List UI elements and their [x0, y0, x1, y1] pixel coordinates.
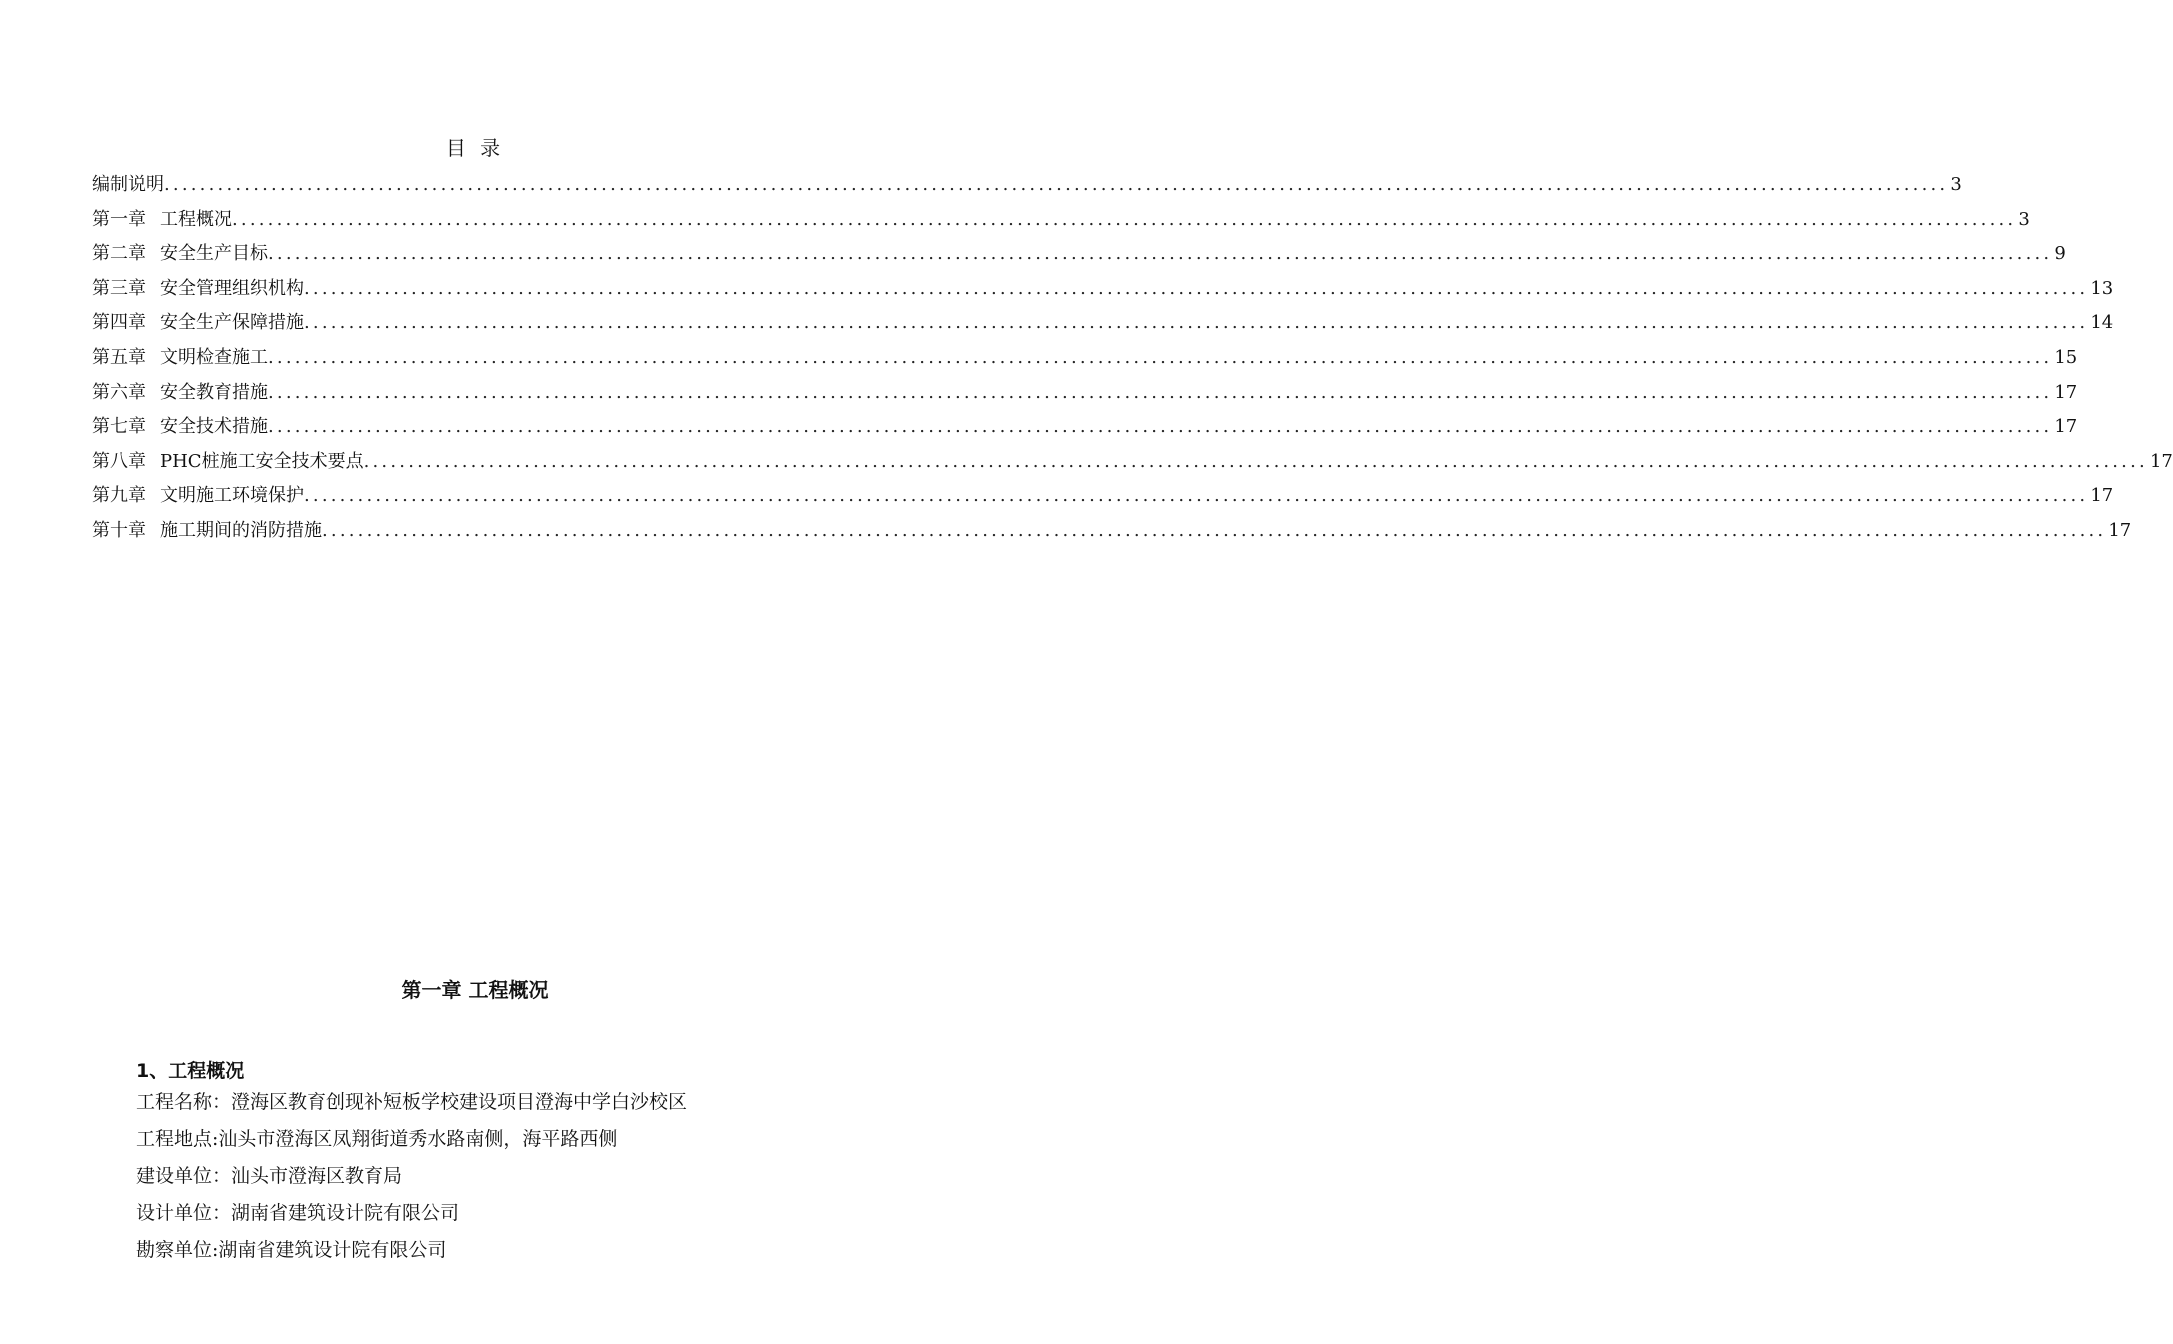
toc-dot-leader: ........................................................................................................................................................................................................ — [322, 519, 2107, 541]
toc-dot-leader: ........................................................................................................................................................................................................ — [304, 312, 2089, 334]
survey-unit-line: 勘察单位:湖南省建筑设计院有限公司 — [136, 1239, 447, 1261]
toc-dot-leader: ........................................................................................................................................................................................................ — [268, 346, 2053, 368]
toc-entry[interactable] — [92, 272, 2114, 307]
toc-entry[interactable] — [92, 410, 2078, 445]
toc-entry-label — [92, 168, 164, 203]
owner-unit-line: 建设单位：汕头市澄海区教育局 — [136, 1165, 403, 1187]
toc-entry[interactable] — [92, 514, 2132, 549]
toc-entry-chapter: 第三章 — [92, 277, 146, 299]
toc-entry-title: 安全生产保障措施 — [160, 312, 304, 334]
toc-dot-leader: ........................................................................................................................................................................................................ — [268, 381, 2053, 403]
toc-entry-label — [92, 445, 364, 480]
toc-entry-title: 安全生产目标 — [160, 243, 268, 265]
toc-entry-title: 施工期间的消防措施 — [160, 519, 322, 541]
toc-dot-leader: ........................................................................................................................................................................................................ — [164, 174, 1949, 195]
toc-entry-page: 13 — [2090, 277, 2114, 299]
toc-entry-label — [92, 376, 268, 411]
toc-entry-title: 安全技术措施 — [160, 416, 268, 438]
toc-entry-page: 3 — [1950, 174, 1962, 195]
toc-entry-title: 安全教育措施 — [160, 381, 268, 403]
toc-entry-label — [92, 410, 268, 445]
chapter-heading: 第一章 工程概况 — [401, 978, 549, 1002]
toc-entry-title: 安全管理组织机构 — [160, 277, 304, 299]
toc-entry-title: 文明检查施工 — [160, 346, 268, 368]
toc-entry-page: 15 — [2054, 346, 2078, 368]
toc-entry-label — [92, 272, 304, 307]
table-of-contents — [92, 168, 2173, 549]
toc-entry-chapter: 第十章 — [92, 519, 146, 541]
toc-entry-chapter: 第二章 — [92, 243, 146, 265]
toc-entry[interactable] — [92, 306, 2114, 341]
toc-entry-title: 工程概况 — [160, 208, 232, 230]
toc-entry-label — [92, 237, 268, 272]
toc-entry-page: 14 — [2090, 312, 2114, 334]
section-heading: 1、工程概况 — [136, 1060, 245, 1082]
toc-entry[interactable] — [92, 237, 2066, 272]
toc-entry-chapter: 第一章 — [92, 208, 146, 230]
toc-dot-leader: ........................................................................................................................................................................................................ — [363, 450, 2148, 472]
toc-dot-leader: ........................................................................................................................................................................................................ — [268, 243, 2053, 265]
toc-entry-title: 编制说明 — [92, 174, 164, 195]
toc-entry-chapter: 第七章 — [92, 416, 146, 438]
toc-entry-page: 3 — [2018, 208, 2030, 230]
toc-entry-chapter: 第四章 — [92, 312, 146, 334]
project-name-line: 工程名称：澄海区教育创现补短板学校建设项目澄海中学白沙校区 — [136, 1091, 688, 1113]
toc-dot-leader: ........................................................................................................................................................................................................ — [268, 416, 2053, 438]
toc-entry-label — [92, 479, 304, 514]
toc-entry-chapter: 第九章 — [92, 485, 146, 507]
toc-entry-label — [92, 306, 304, 341]
toc-dot-leader: ........................................................................................................................................................................................................ — [232, 208, 2017, 230]
toc-dot-leader: ........................................................................................................................................................................................................ — [304, 485, 2089, 507]
toc-entry-page: 17 — [2108, 519, 2132, 541]
toc-entry-label — [92, 514, 322, 549]
toc-entry-page: 17 — [2149, 450, 2173, 472]
toc-entry[interactable] — [92, 376, 2078, 411]
toc-entry-title: 文明施工环境保护 — [160, 485, 304, 507]
toc-entry[interactable] — [92, 341, 2078, 376]
toc-entry[interactable] — [92, 203, 2030, 238]
toc-entry[interactable] — [92, 168, 1962, 203]
toc-entry-chapter: 第五章 — [92, 346, 146, 368]
toc-entry[interactable] — [92, 479, 2114, 514]
toc-entry[interactable] — [92, 445, 2173, 480]
toc-entry-page: 17 — [2054, 381, 2078, 403]
toc-entry-page: 9 — [2054, 243, 2066, 265]
project-location-line: 工程地点:汕头市澄海区凤翔街道秀水路南侧，海平路西侧 — [136, 1128, 618, 1150]
project-overview-section — [136, 1058, 856, 1269]
toc-title: 目 录 — [445, 136, 505, 160]
toc-entry-page: 17 — [2054, 416, 2078, 438]
toc-entry-label — [92, 341, 268, 376]
toc-entry-title: PHC桩施工安全技术要点 — [160, 450, 364, 472]
toc-entry-chapter: 第八章 — [92, 450, 146, 472]
toc-entry-chapter: 第六章 — [92, 381, 146, 403]
design-unit-line: 设计单位：湖南省建筑设计院有限公司 — [136, 1202, 460, 1224]
toc-entry-label — [92, 203, 232, 238]
toc-entry-page: 17 — [2090, 485, 2114, 507]
toc-dot-leader: ........................................................................................................................................................................................................ — [304, 277, 2089, 299]
